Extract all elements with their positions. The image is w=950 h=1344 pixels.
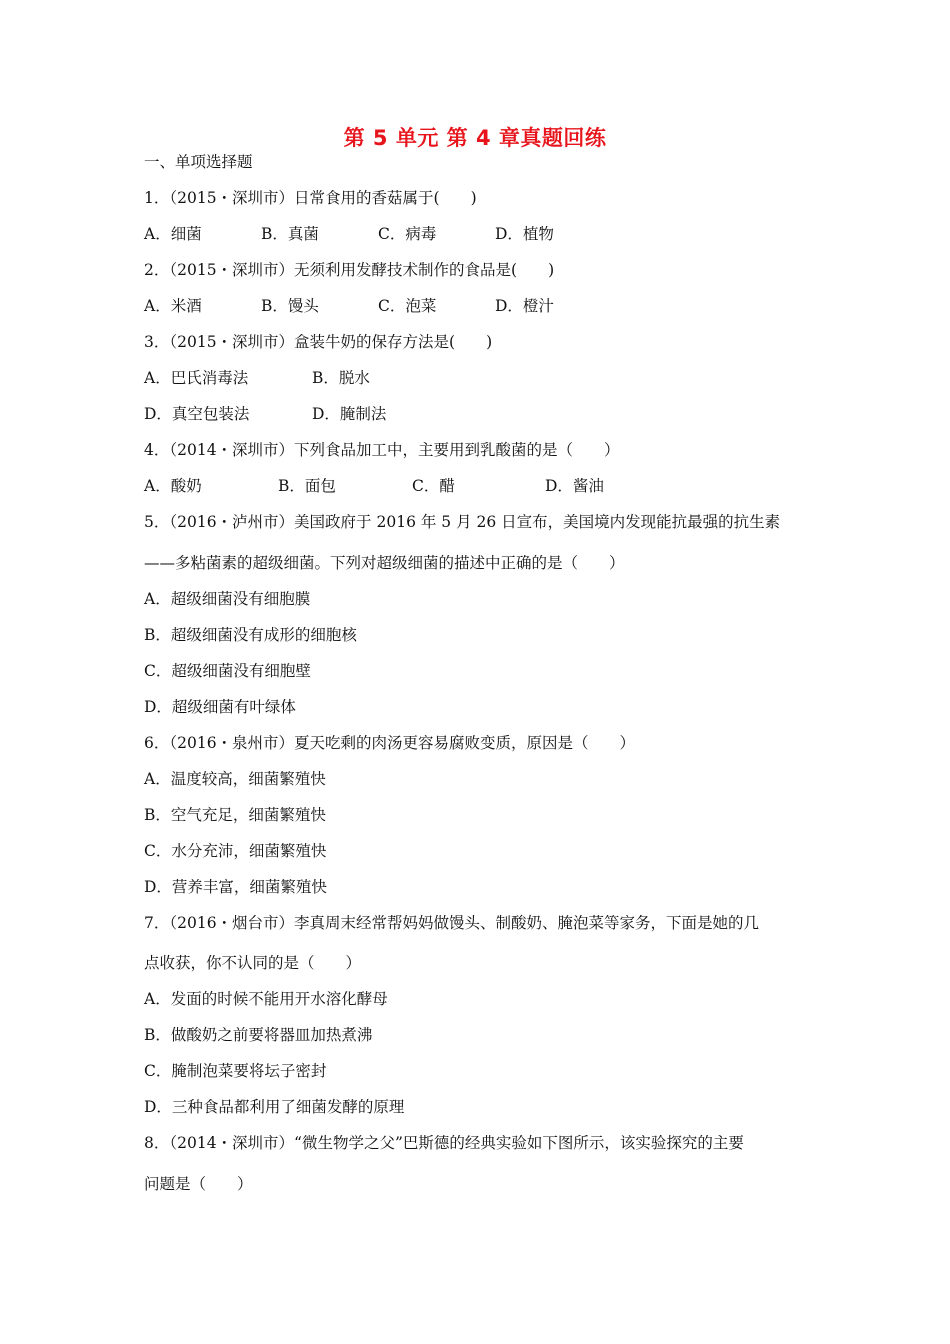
- question-2-stem: 2．（2015・深圳市）无须利用发酵技术制作的食品是( ): [144, 261, 555, 279]
- q1-option-c: C．病毒: [378, 225, 437, 243]
- q7-option-d: D．三种食品都利用了细菌发酵的原理: [144, 1098, 405, 1116]
- q3-option-d: D．腌制法: [312, 405, 387, 423]
- question-5-stem-line-1: 5．（2016・泸州市）美国政府于 2016 年 5 月 26 日宣布，美国境内发现能抗最强的抗生素: [144, 513, 781, 531]
- section-heading: 一、单项选择题: [144, 153, 253, 171]
- q2-option-a: A．米酒: [144, 297, 202, 315]
- document-title: 第 5 单元 第 4 章真题回练: [343, 126, 607, 150]
- q6-option-a: A．温度较高，细菌繁殖快: [144, 770, 326, 788]
- q4-option-d: D．酱油: [545, 477, 604, 495]
- q7-option-a: A．发面的时候不能用开水溶化酵母: [144, 990, 388, 1008]
- q5-option-d: D．超级细菌有叶绿体: [144, 698, 296, 716]
- q4-option-b: B．面包: [278, 477, 336, 495]
- q7-option-b: B．做酸奶之前要将器皿加热煮沸: [144, 1026, 373, 1044]
- q4-option-c: C．醋: [412, 477, 455, 495]
- question-4-stem: 4．（2014・深圳市）下列食品加工中，主要用到乳酸菌的是（ ）: [144, 441, 620, 459]
- question-7-stem-line-2: 点收获，你不认同的是（ ）: [144, 954, 362, 972]
- q6-option-b: B．空气充足，细菌繁殖快: [144, 806, 326, 824]
- q7-option-c: C．腌制泡菜要将坛子密封: [144, 1062, 327, 1080]
- q4-option-a: A．酸奶: [144, 477, 202, 495]
- question-3-stem: 3．（2015・深圳市）盒装牛奶的保存方法是( ): [144, 333, 493, 351]
- q2-option-b: B．馒头: [261, 297, 319, 315]
- question-5-stem-line-2: ——多粘菌素的超级细菌。下列对超级细菌的描述中正确的是（ ）: [144, 554, 625, 572]
- q5-option-c: C．超级细菌没有细胞壁: [144, 662, 311, 680]
- q2-option-d: D．橙汁: [495, 297, 554, 315]
- q3-option-a: A．巴氏消毒法: [144, 369, 249, 387]
- q1-option-d: D．植物: [495, 225, 554, 243]
- q3-option-c: D．真空包装法: [144, 405, 250, 423]
- q5-option-a: A．超级细菌没有细胞膜: [144, 590, 311, 608]
- q6-option-c: C．水分充沛，细菌繁殖快: [144, 842, 327, 860]
- question-1-stem: 1．（2015・深圳市）日常食用的香菇属于( ): [144, 189, 477, 207]
- q2-option-c: C．泡菜: [378, 297, 437, 315]
- q5-option-b: B．超级细菌没有成形的细胞核: [144, 626, 357, 644]
- question-8-stem-line-1: 8．（2014・深圳市）“微生物学之父”巴斯德的经典实验如下图所示，该实验探究的主要: [144, 1134, 744, 1152]
- question-8-stem-line-2: 问题是（ ）: [144, 1175, 253, 1193]
- question-7-stem-line-1: 7．（2016・烟台市）李真周末经常帮妈妈做馒头、制酸奶、腌泡菜等家务，下面是她的几: [144, 914, 760, 932]
- question-6-stem: 6．（2016・泉州市）夏天吃剩的肉汤更容易腐败变质，原因是（ ）: [144, 734, 636, 752]
- q1-option-b: B．真菌: [261, 225, 319, 243]
- q6-option-d: D．营养丰富，细菌繁殖快: [144, 878, 327, 896]
- q3-option-b: B．脱水: [312, 369, 370, 387]
- q1-option-a: A．细菌: [144, 225, 202, 243]
